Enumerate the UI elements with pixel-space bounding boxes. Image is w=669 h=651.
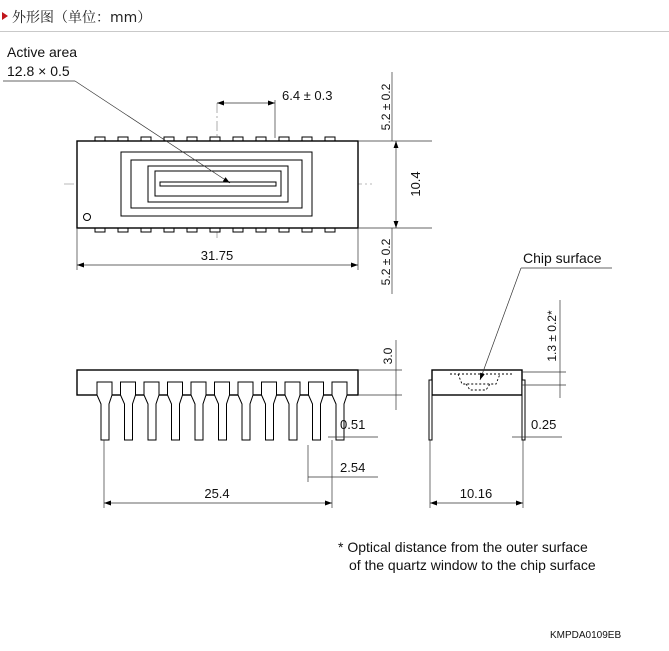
chip-depth-label: 1.3 ± 0.2* <box>545 310 559 362</box>
chip-surface-leader <box>480 268 521 380</box>
row-spacing-label: 10.16 <box>459 486 493 501</box>
side-view <box>429 250 612 508</box>
side-lead-left <box>429 380 432 440</box>
front-pin <box>262 382 277 440</box>
height-label: 10.4 <box>408 171 423 197</box>
side-lead-right <box>522 380 525 440</box>
lead-bottom-label: 5.2 ± 0.2 <box>379 238 393 286</box>
front-pin <box>168 382 183 440</box>
front-pin <box>191 382 206 440</box>
front-pin <box>238 382 253 440</box>
drawing-code: KMPDA0109EB <box>550 630 622 641</box>
lead-top-label: 5.2 ± 0.2 <box>379 83 393 131</box>
front-pin <box>215 382 230 440</box>
footnote-line-1: * Optical distance from the outer surface <box>338 539 588 555</box>
active-area-value: 12.8 × 0.5 <box>7 63 70 79</box>
length-label: 31.75 <box>200 248 234 263</box>
thickness-label: 3.0 <box>381 347 395 365</box>
section-title: 外形图（单位：mm） <box>12 10 152 26</box>
front-pin-row <box>97 382 347 440</box>
chip-surface-label: Chip surface <box>523 250 602 266</box>
front-pin <box>97 382 112 440</box>
front-pin <box>309 382 324 440</box>
front-pin <box>121 382 136 440</box>
pin-width-label: 0.51 <box>340 417 366 432</box>
lead-thickness-label: 0.25 <box>531 417 557 432</box>
row-span-label: 25.4 <box>204 486 230 501</box>
footnote-line-2: of the quartz window to the chip surface <box>349 557 596 573</box>
active-area-strip <box>160 182 276 186</box>
front-pin <box>285 382 300 440</box>
front-pin <box>144 382 159 440</box>
front-view <box>77 340 402 508</box>
pin-pitch-label: 2.54 <box>340 460 366 475</box>
top-view <box>3 44 432 294</box>
active-area-title: Active area <box>7 44 78 60</box>
side-package-body <box>432 370 522 395</box>
pitch-top-label: 6.4 ± 0.3 <box>282 88 333 103</box>
